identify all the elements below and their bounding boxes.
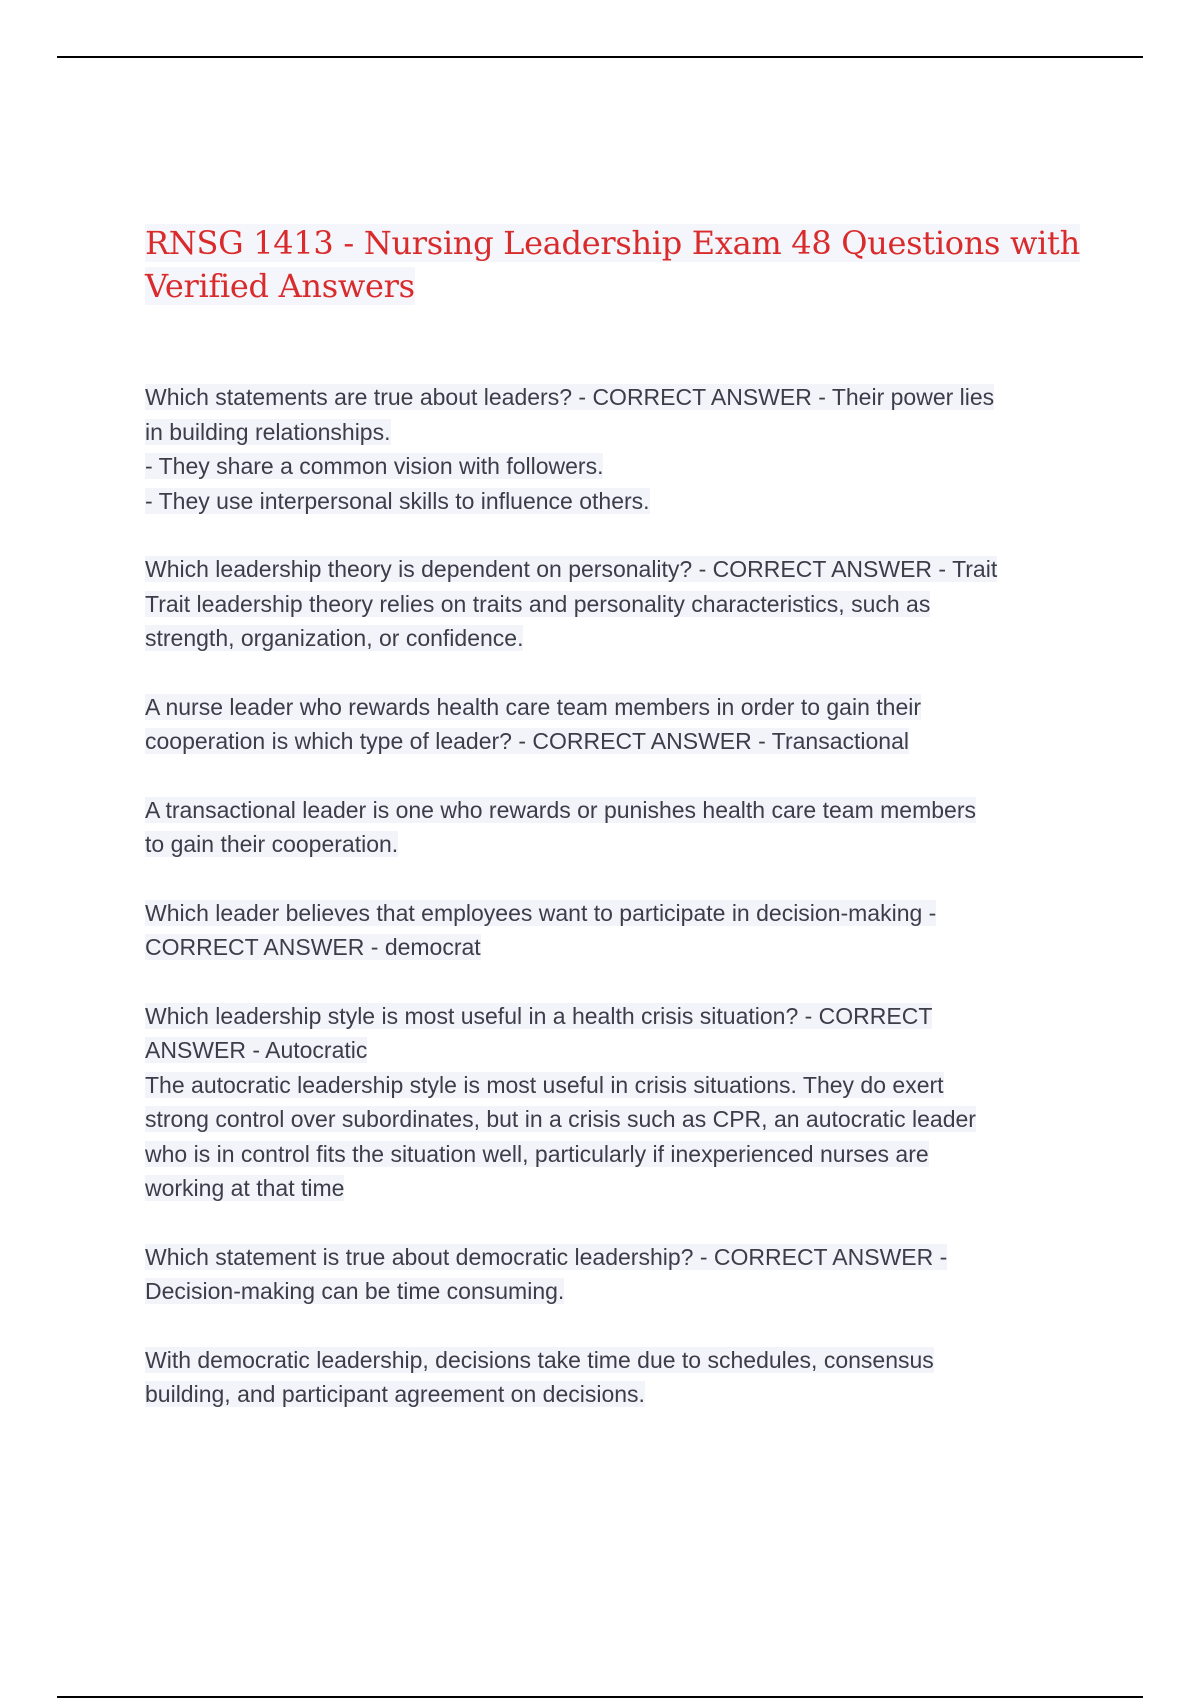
qa-line: to gain their cooperation.: [145, 831, 399, 857]
qa-line: Which leader believes that employees want to participate in decision-making -: [145, 899, 937, 926]
qa-line: strength, organization, or confidence.: [145, 625, 524, 651]
qa-line: Trait leadership theory relies on traits and personality characteristics, such as: [145, 590, 931, 617]
qa-item: [145, 380, 1085, 518]
qa-line: cooperation is which type of leader? - CORRECT ANSWER - Transactional: [145, 728, 909, 754]
qa-line: CORRECT ANSWER - democrat: [145, 934, 481, 960]
qa-item: [145, 1240, 1085, 1309]
qa-explanation: [145, 793, 1085, 862]
qa-line: working at that time: [145, 1175, 345, 1201]
document-title: [145, 222, 1085, 308]
qa-line: in building relationships.: [145, 418, 391, 445]
qa-line: building, and participant agreement on decisions.: [145, 1381, 645, 1407]
header-rule: [57, 56, 1143, 58]
title-line: Verified Answers: [145, 267, 415, 305]
qa-line: who is in control fits the situation well, particularly if inexperienced nurses are: [145, 1140, 929, 1167]
qa-line: With democratic leadership, decisions take time due to schedules, consensus: [145, 1346, 934, 1373]
qa-line: ANSWER - Autocratic: [145, 1037, 368, 1063]
qa-item: [145, 896, 1085, 965]
qa-item: [145, 999, 1085, 1206]
qa-explanation: [145, 1343, 1085, 1412]
qa-line: - They use interpersonal skills to influence others.: [145, 487, 650, 514]
qa-line: strong control over subordinates, but in a crisis such as CPR, an autocratic leader: [145, 1106, 976, 1132]
qa-line: Which statements are true about leaders? - CORRECT ANSWER - Their power lies: [145, 384, 995, 410]
qa-line: Which leadership style is most useful in a health crisis situation? - CORRECT: [145, 1002, 933, 1029]
qa-line: Which leadership theory is dependent on personality? - CORRECT ANSWER - Trait: [145, 556, 998, 582]
qa-line: Which statement is true about democratic leadership? - CORRECT ANSWER -: [145, 1243, 948, 1270]
qa-line: A nurse leader who rewards health care team members in order to gain their: [145, 693, 922, 720]
qa-line: A transactional leader is one who rewards or punishes health care team members: [145, 796, 976, 823]
qa-line: - They share a common vision with followers.: [145, 453, 604, 479]
title-line: RNSG 1413 - Nursing Leadership Exam 48 Questions with: [145, 224, 1080, 262]
qa-line: Decision-making can be time consuming.: [145, 1278, 565, 1304]
document-body: [145, 222, 1085, 1446]
qa-item: [145, 690, 1085, 759]
footer-rule: [57, 1696, 1143, 1698]
qa-item: [145, 552, 1085, 656]
qa-line: The autocratic leadership style is most useful in crisis situations. They do exert: [145, 1071, 944, 1098]
qa-list: [145, 380, 1085, 1412]
